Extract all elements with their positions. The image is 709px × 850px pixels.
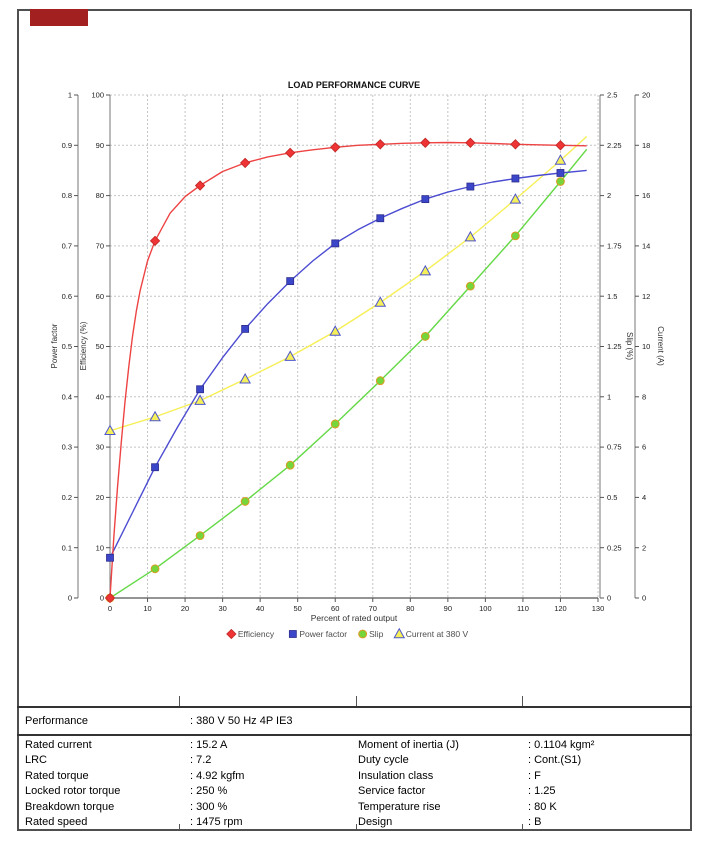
spec-value: : 300 % <box>190 800 228 813</box>
spec-value: : 7.2 <box>190 754 212 767</box>
svg-text:12: 12 <box>642 291 651 301</box>
svg-text:2.25: 2.25 <box>607 140 622 150</box>
svg-text:100: 100 <box>91 90 104 100</box>
svg-text:20: 20 <box>180 604 190 613</box>
power_factor-axis <box>50 91 78 603</box>
performance-label: Performance <box>25 715 88 727</box>
spec-label: Rated speed <box>25 816 88 828</box>
spec-value: : B <box>528 816 542 828</box>
svg-text:Power factor: Power factor <box>50 323 59 369</box>
performance-value: : 380 V 50 Hz 4P IE3 <box>190 715 293 727</box>
spec-value: : 250 % <box>190 785 228 798</box>
table-column-divider <box>179 824 180 829</box>
gridlines <box>110 95 598 598</box>
spec-label: Design <box>358 816 393 828</box>
svg-text:1.5: 1.5 <box>607 291 618 301</box>
svg-text:0: 0 <box>642 593 647 603</box>
svg-text:2: 2 <box>642 543 647 553</box>
svg-text:0.8: 0.8 <box>61 191 72 201</box>
svg-text:0.25: 0.25 <box>607 543 622 553</box>
table-rule-top <box>17 706 692 708</box>
table-column-divider <box>356 824 357 829</box>
svg-text:4: 4 <box>642 493 647 502</box>
table-column-divider <box>522 824 523 829</box>
svg-text:30: 30 <box>218 604 227 613</box>
spec-value: : 0.1104 kgm² <box>528 739 595 751</box>
svg-text:Current (A): Current (A) <box>656 326 665 366</box>
spec-label: Insulation class <box>358 769 434 782</box>
legend-label: Current at 380 V <box>405 629 469 639</box>
spec-label: Locked rotor torque <box>25 785 121 798</box>
svg-text:18: 18 <box>642 140 651 150</box>
svg-text:10: 10 <box>95 543 104 553</box>
svg-text:1: 1 <box>607 392 612 402</box>
efficiency-axis <box>79 91 110 603</box>
spec-value: : 80 K <box>528 800 557 813</box>
svg-text:100: 100 <box>479 604 492 613</box>
spec-value: : F <box>528 769 541 782</box>
svg-text:70: 70 <box>368 604 377 613</box>
spec-label: Rated current <box>25 739 92 751</box>
svg-text:80: 80 <box>95 191 104 201</box>
legend-label: Power factor <box>299 629 348 639</box>
svg-text:2.5: 2.5 <box>607 90 618 100</box>
spec-value: : 1.25 <box>528 785 556 798</box>
svg-text:0: 0 <box>67 593 72 603</box>
svg-text:Slip (%): Slip (%) <box>625 331 634 361</box>
svg-text:40: 40 <box>95 392 104 402</box>
slip-axis <box>600 91 634 603</box>
svg-text:30: 30 <box>95 442 104 452</box>
chart-title: LOAD PERFORMANCE CURVE <box>287 80 421 90</box>
svg-text:130: 130 <box>591 604 605 613</box>
svg-text:110: 110 <box>516 604 529 613</box>
svg-text:16: 16 <box>642 191 651 201</box>
svg-text:1.75: 1.75 <box>607 241 622 251</box>
svg-text:50: 50 <box>293 604 302 613</box>
legend-label: Slip <box>369 629 384 639</box>
svg-text:90: 90 <box>443 604 453 613</box>
spec-value: : 1475 rpm <box>190 816 243 828</box>
spec-label: Service factor <box>358 785 426 798</box>
svg-text:0.1: 0.1 <box>61 543 72 553</box>
chart-legend <box>227 629 469 639</box>
svg-text:10: 10 <box>143 604 152 613</box>
svg-text:20: 20 <box>642 90 651 100</box>
power-factor-line <box>110 170 587 557</box>
svg-text:0.6: 0.6 <box>61 291 72 301</box>
svg-text:0.7: 0.7 <box>61 241 72 251</box>
svg-text:50: 50 <box>95 342 104 352</box>
svg-text:60: 60 <box>95 291 104 301</box>
svg-text:70: 70 <box>95 241 104 251</box>
svg-text:0.2: 0.2 <box>61 493 72 502</box>
svg-text:60: 60 <box>331 604 340 613</box>
spec-label: Rated torque <box>25 769 89 782</box>
svg-text:0.5: 0.5 <box>61 342 72 352</box>
svg-text:90: 90 <box>95 140 104 150</box>
table-rule-mid <box>17 734 692 736</box>
svg-text:0: 0 <box>607 593 612 603</box>
current-axis <box>635 91 665 603</box>
x-axis-label: Percent of rated output <box>310 613 398 623</box>
spec-value: : 4.92 kgfm <box>190 769 245 782</box>
svg-text:0.4: 0.4 <box>61 392 72 402</box>
svg-text:6: 6 <box>642 442 647 452</box>
spec-label: LRC <box>25 754 48 767</box>
spec-value: : Cont.(S1) <box>528 754 582 767</box>
spec-label: Duty cycle <box>358 754 409 767</box>
svg-text:0.5: 0.5 <box>607 493 618 502</box>
svg-text:0.75: 0.75 <box>607 442 622 452</box>
svg-text:0.9: 0.9 <box>61 140 72 150</box>
svg-text:8: 8 <box>642 392 647 402</box>
spec-value: : 15.2 A <box>190 739 228 751</box>
svg-text:1.25: 1.25 <box>607 342 622 352</box>
svg-text:120: 120 <box>554 604 567 613</box>
svg-text:0: 0 <box>107 604 113 613</box>
svg-text:Efficiency (%): Efficiency (%) <box>79 321 88 371</box>
spec-label: Moment of inertia (J) <box>358 739 459 751</box>
svg-text:20: 20 <box>95 493 104 502</box>
svg-text:2: 2 <box>607 191 612 201</box>
svg-text:0.3: 0.3 <box>61 442 72 452</box>
svg-text:1: 1 <box>67 90 72 100</box>
svg-text:0: 0 <box>99 593 104 603</box>
efficiency-line <box>110 143 587 599</box>
svg-text:40: 40 <box>255 604 265 613</box>
slip-line <box>110 149 587 598</box>
svg-text:14: 14 <box>642 241 651 251</box>
spec-label: Breakdown torque <box>25 800 115 813</box>
spec-label: Temperature rise <box>358 800 441 813</box>
svg-text:80: 80 <box>406 604 415 613</box>
legend-label: Efficiency <box>237 629 275 639</box>
x-axis <box>108 598 604 623</box>
svg-text:10: 10 <box>642 342 651 352</box>
